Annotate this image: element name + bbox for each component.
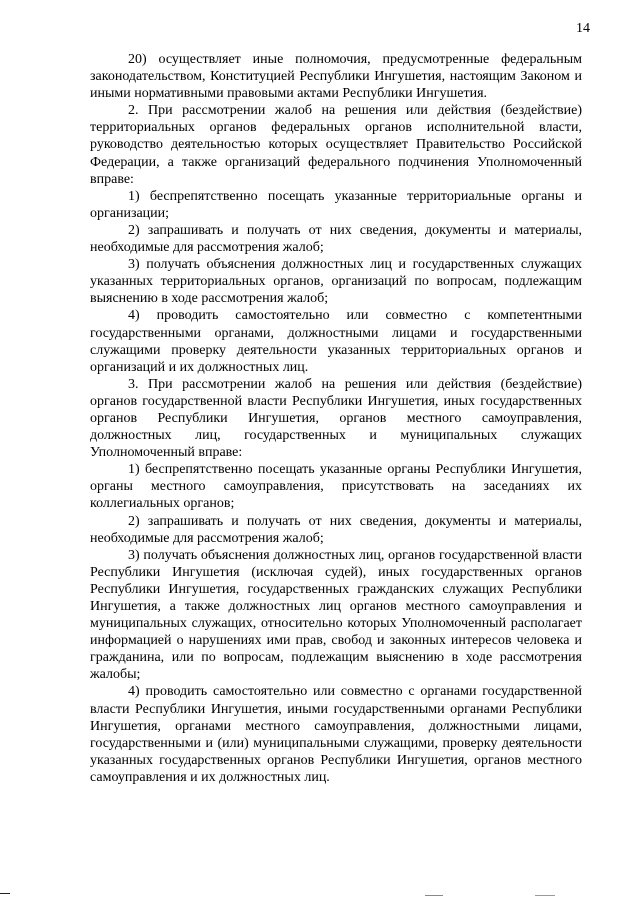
paragraph-item-20: 20) осуществляет иные полномочия, предусмотренные федеральным законодательством, Конституцией Республики Ингушетия, настоящим Законом и иными нормативными правовыми актами Республики Ингушетия.: [90, 52, 582, 102]
paragraph-section-2-item-3: 3) получать объяснения должностных лиц и государственных служащих указанных территориальных органов, организаций по вопросам, подлежащим выяснению в ходе рассмотрения жалоб;: [90, 257, 582, 307]
paragraph-section-3-item-4: 4) проводить самостоятельно или совместно с органами государственной власти Республики Ингушетия, иными государственными органами Республики Ингушетия, органами местного самоуправления, должностными лицами, государственными и (или) муниципальными служащими, проверку деятельности указанных государственных органов Республики Ингушетия, органов местного самоуправления и их должностных лиц.: [90, 684, 582, 785]
paragraph-section-2: 2. При рассмотрении жалоб на решения или действия (бездействие) территориальных органов федеральных органов исполнительной власти, руководство деятельностью которых осуществляет Правительство Российской Федерации, а также организаций федерального подчинения Уполномоченный вправе:: [90, 103, 582, 187]
paragraph-section-2-item-2: 2) запрашивать и получать от них сведения, документы и материалы, необходимые для рассмотрения жалоб;: [90, 222, 582, 256]
scan-edge-mark: [535, 895, 555, 896]
paragraph-section-3: 3. При рассмотрении жалоб на решения или действия (бездействие) органов государственной власти Республики Ингушетия, иных государственных органов Республики Ингушетия, органов местного самоуправления, должностных лиц, государственных и муниципальных служащих Уполномоченный вправе:: [90, 376, 582, 461]
paragraph-section-3-item-2: 2) запрашивать и получать от них сведения, документы и материалы, необходимые для рассмотрения жалоб;: [90, 513, 582, 546]
paragraph-section-3-item-3: 3) получать объяснения должностных лиц, органов государственной власти Республики Ингушетия (исключая судей), иных государственных органов Республики Ингушетия, государственных гражданских служащих Республики Ингушетия, а также должностных лиц органов местного самоуправления и муниципальных служащих, относительно которых Уполномоченный располагает информацией о нарушениях ими прав, свобод и законных интересов человека и гражданина, или по вопросам, подлежащим выяснению в ходе рассмотрения жалобы;: [90, 547, 582, 683]
paragraph-section-3-item-1: 1) беспрепятственно посещать указанные органы Республики Ингушетия, органы местного самоуправления, присутствовать на заседаниях их коллегиальных органов;: [90, 462, 582, 512]
paragraph-section-2-item-1: 1) беспрепятственно посещать указанные территориальные органы и организации;: [90, 188, 582, 221]
paragraph-section-2-item-4: 4) проводить самостоятельно или совместно с компетентными государственными органами, должностными лицами и государственными служащими проверку деятельности указанных территориальных органов и организаций и их должностных лиц.: [90, 308, 582, 375]
scan-edge-mark: [0, 893, 10, 894]
scan-edge-mark: [425, 895, 443, 896]
page-number: 14: [576, 21, 590, 36]
document-body: [90, 51, 582, 786]
